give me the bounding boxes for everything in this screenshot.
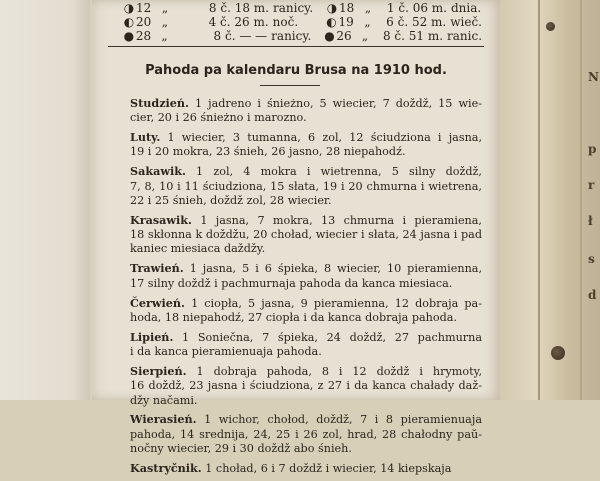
month-name: Sierpień. <box>130 363 187 378</box>
weather-entry <box>130 213 482 257</box>
entry-text: džy načami. <box>130 393 198 407</box>
entry-line <box>130 330 482 345</box>
edge-letter: s <box>588 252 595 266</box>
entry-text: 22 i 25 śnieh, doždž zol, 28 wiecier. <box>130 193 332 207</box>
entry-text: 1 Soniečna, 7 śpieka, 24 doždž, 27 pachmurna <box>182 330 482 344</box>
month-name: Sakawik. <box>130 164 186 179</box>
entry-line <box>130 261 482 276</box>
moon-phase-icon: ● <box>324 29 335 43</box>
facing-page-edge <box>0 0 90 400</box>
weather-entry <box>130 130 482 160</box>
moon-phase-icon: ◐ <box>326 15 337 29</box>
moon-phase-icon: ◑ <box>123 1 135 15</box>
spine-line <box>580 0 582 400</box>
entry-line <box>130 428 482 442</box>
edge-letter: r <box>588 178 595 192</box>
entry-text: 16 doždž, 23 jasna i ściudziona, z 27 i da kanca chałady daž- <box>130 379 482 393</box>
month-name: Lipień. <box>130 329 174 344</box>
entry-line <box>130 461 482 476</box>
entry-text: 1 choład, 6 i 7 doždž i wiecier, 14 kiepskaja <box>205 461 452 475</box>
entry-line <box>130 130 482 145</box>
entry-text: 1 jasna, 5 i 6 śpieka, 8 wiecier, 10 pieramienna, <box>189 262 482 276</box>
entry-line <box>130 379 482 393</box>
edge-letter: ł <box>588 214 593 228</box>
moon-phase-icon: ◑ <box>326 1 338 15</box>
weather-entry <box>130 330 482 360</box>
entry-line <box>130 111 482 125</box>
entry-line <box>130 311 482 325</box>
entry-text: kaniec miesiaca daždžy. <box>130 242 266 256</box>
entry-line <box>130 242 482 256</box>
entry-text: hoda, 18 niepahodź, 27 ciopła i da kanca dobraja pahoda. <box>130 310 458 324</box>
entry-line <box>130 345 482 359</box>
entry-text: 1 jasna, 7 mokra, 13 chmurna i pieramiena, <box>200 213 482 227</box>
entry-line <box>130 180 482 194</box>
nail-icon <box>551 346 565 360</box>
month-name: Kastryčnik. <box>130 460 202 475</box>
entry-text: pahoda, 14 srednija, 24, 25 i 26 zol, hrad, 28 chałodny paŭ- <box>130 427 482 441</box>
weather-entry <box>130 96 482 126</box>
entry-text: 1 wiecier, 3 tumanna, 6 zol, 12 ściudziona i jasna, <box>167 131 483 145</box>
month-name: Wierasień. <box>130 412 197 427</box>
entry-line <box>130 296 482 311</box>
entry-line <box>130 442 482 456</box>
edge-letter: d <box>588 288 597 302</box>
weather-entry <box>130 461 482 476</box>
page-title: Pahoda pa kalendaru Brusa na 1910 hod. <box>145 63 447 78</box>
entry-text: 19 i 20 mokra, 23 śnieh, 26 jasno, 28 niepahodź. <box>130 145 406 159</box>
entry-line <box>130 96 482 111</box>
weather-entry <box>130 364 482 408</box>
entry-line <box>130 394 482 408</box>
entry-text: 1 dobraja pahoda, 8 i 12 doždž i hrymoty, <box>196 364 482 378</box>
entry-text: i da kanca pieramienuaja pahoda. <box>130 345 322 359</box>
month-name: Krasawik. <box>130 212 192 227</box>
entry-text: 17 silny doždž i pachmurnaja pahoda da kanca miesiaca. <box>130 276 453 290</box>
entry-text: 7, 8, 10 i 11 ściudziona, 15 słata, 19 i 20 chmurna i wietrena, <box>130 179 482 193</box>
entry-text: 1 wichor, chołod, doždž, 7 i 8 pieramienuaja <box>204 413 482 427</box>
spine-line <box>538 0 540 400</box>
entry-text: 1 jadreno i śnieżno, 5 wiecier, 7 doždž, 15 wie- <box>194 97 482 110</box>
weather-entry <box>130 261 482 291</box>
moon-phase-icon: ● <box>123 29 135 43</box>
edge-letter: p <box>588 142 597 156</box>
book-spine <box>500 0 600 400</box>
entry-text: 1 zol, 4 mokra i wietrenna, 5 silny doždž, <box>196 165 482 179</box>
moon-row: ● 28 „ 8 č. — — ranicy. ● 26 „ 8 č. 51 m. ranic. <box>123 29 483 43</box>
month-name: Čerwień. <box>130 295 185 310</box>
title-underline <box>260 85 320 86</box>
entry-text: 1 ciopła, 5 jasna, 9 pieramienna, 12 dobraja pa- <box>191 296 483 310</box>
edge-letter: N <box>588 70 599 84</box>
month-name: Luty. <box>130 130 161 145</box>
entry-line <box>130 164 482 179</box>
entry-text: 18 skłonna k doždžu, 20 choład, wiecier i słata, 24 jasna i pad <box>130 228 482 242</box>
calendar-page <box>92 0 500 475</box>
moon-row: ◐ 20 „ 4 č. 26 m. noč. ◐ 19 „ 6 č. 52 m. wieč. <box>123 15 482 29</box>
divider-rule <box>108 46 484 47</box>
month-name: Trawień. <box>130 261 184 276</box>
month-name: Studzień. <box>130 96 189 110</box>
entry-text: cier, 20 i 26 śnieżno i marozno. <box>130 111 307 125</box>
entry-line <box>130 213 482 228</box>
nail-icon <box>546 22 555 31</box>
entry-text: nočny wiecier, 29 i 30 doždž abo śnieh. <box>130 441 352 455</box>
entry-line <box>130 228 482 242</box>
weather-entry <box>130 164 482 208</box>
entry-line <box>130 412 482 427</box>
moon-phase-icon: ◐ <box>123 15 135 29</box>
entry-line <box>130 194 482 208</box>
entry-line <box>130 145 482 159</box>
entry-line <box>130 277 482 291</box>
weather-entry <box>130 296 482 326</box>
entry-line <box>130 364 482 379</box>
moon-row: ◑ 12 „ 8 č. 18 m. ranicy. ◑ 18 „ 1 č. 06 m. dnia. <box>123 1 482 15</box>
weather-entry <box>130 412 482 456</box>
moon-phase-table <box>122 0 482 43</box>
weather-entries <box>130 96 482 481</box>
